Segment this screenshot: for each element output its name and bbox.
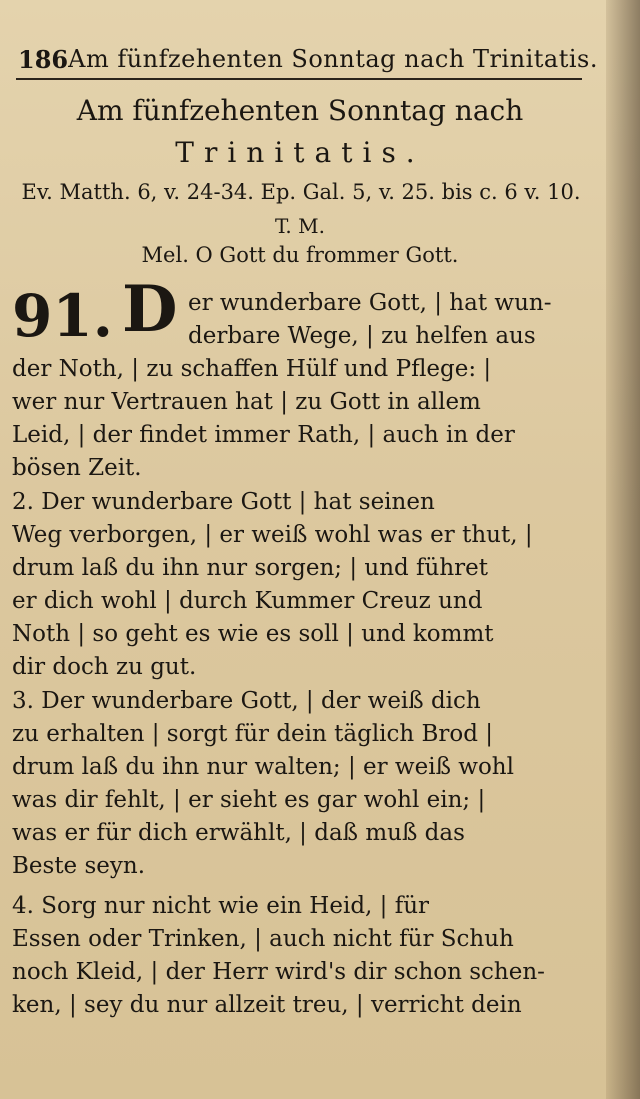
verse-line: was dir fehlt, | er sieht es gar wohl ein; | (12, 787, 486, 813)
verse-line: drum laß du ihn nur walten; | er weiß wohl (12, 754, 514, 780)
verse-line: noch Kleid, | der Herr wird's dir schon schen- (12, 959, 545, 985)
verse-line: drum laß du ihn nur sorgen; | und führet (12, 555, 489, 581)
tm-label: T. M. (275, 214, 325, 238)
page-edge-shadow (606, 0, 640, 1099)
melody-line: Mel. O Gott du frommer Gott. (141, 243, 459, 267)
verse-line: derbare Wege, | zu helfen aus (188, 323, 536, 349)
verse-line: dir doch zu gut. (12, 654, 197, 680)
verse-line: 4. Sorg nur nicht wie ein Heid, | für (12, 893, 430, 919)
running-header (18, 42, 598, 76)
verse-line: er dich wohl | durch Kummer Creuz und (12, 588, 483, 614)
scripture-reference: Ev. Matth. 6, v. 24-34. Ep. Gal. 5, v. 25. bis c. 6 v. 10. (21, 180, 581, 204)
verse-line: 3. Der wunderbare Gott, | der weiß dich (12, 688, 481, 714)
verse-line: ken, | sey du nur allzeit treu, | verricht dein (12, 992, 522, 1018)
page-number: 186 (18, 44, 69, 74)
section-title-line-1: Am fünfzehenten Sonntag nach (76, 94, 524, 127)
running-title: Am fünfzehenten Sonntag nach Trinitatis. (68, 45, 598, 73)
drop-cap: D (122, 272, 178, 347)
verse-line: zu erhalten | sorgt für dein täglich Brod | (12, 721, 494, 747)
verse-line: Essen oder Trinken, | auch nicht für Schuh (12, 926, 514, 952)
verse-line: 2. Der wunderbare Gott | hat seinen (12, 489, 435, 515)
section-title-line-2: Trinitatis. (175, 136, 425, 169)
verse-line: wer nur Vertrauen hat | zu Gott in allem (12, 389, 481, 415)
verse-line: bösen Zeit. (12, 455, 142, 481)
verse-line: was er für dich erwählt, | daß muß das (12, 820, 465, 846)
header-rule (16, 78, 582, 80)
verse-line: Noth | so geht es wie es soll | und kommt (12, 621, 494, 647)
verse-line: Leid, | der findet immer Rath, | auch in der (12, 422, 515, 448)
hymn-number: 91. (12, 282, 113, 350)
verse-line: er wunderbare Gott, | hat wun- (188, 290, 552, 316)
verse-line: Beste seyn. (12, 853, 146, 879)
verse-line: der Noth, | zu schaffen Hülf und Pflege: | (12, 356, 492, 382)
verse-line: Weg verborgen, | er weiß wohl was er thut, | (12, 522, 533, 548)
